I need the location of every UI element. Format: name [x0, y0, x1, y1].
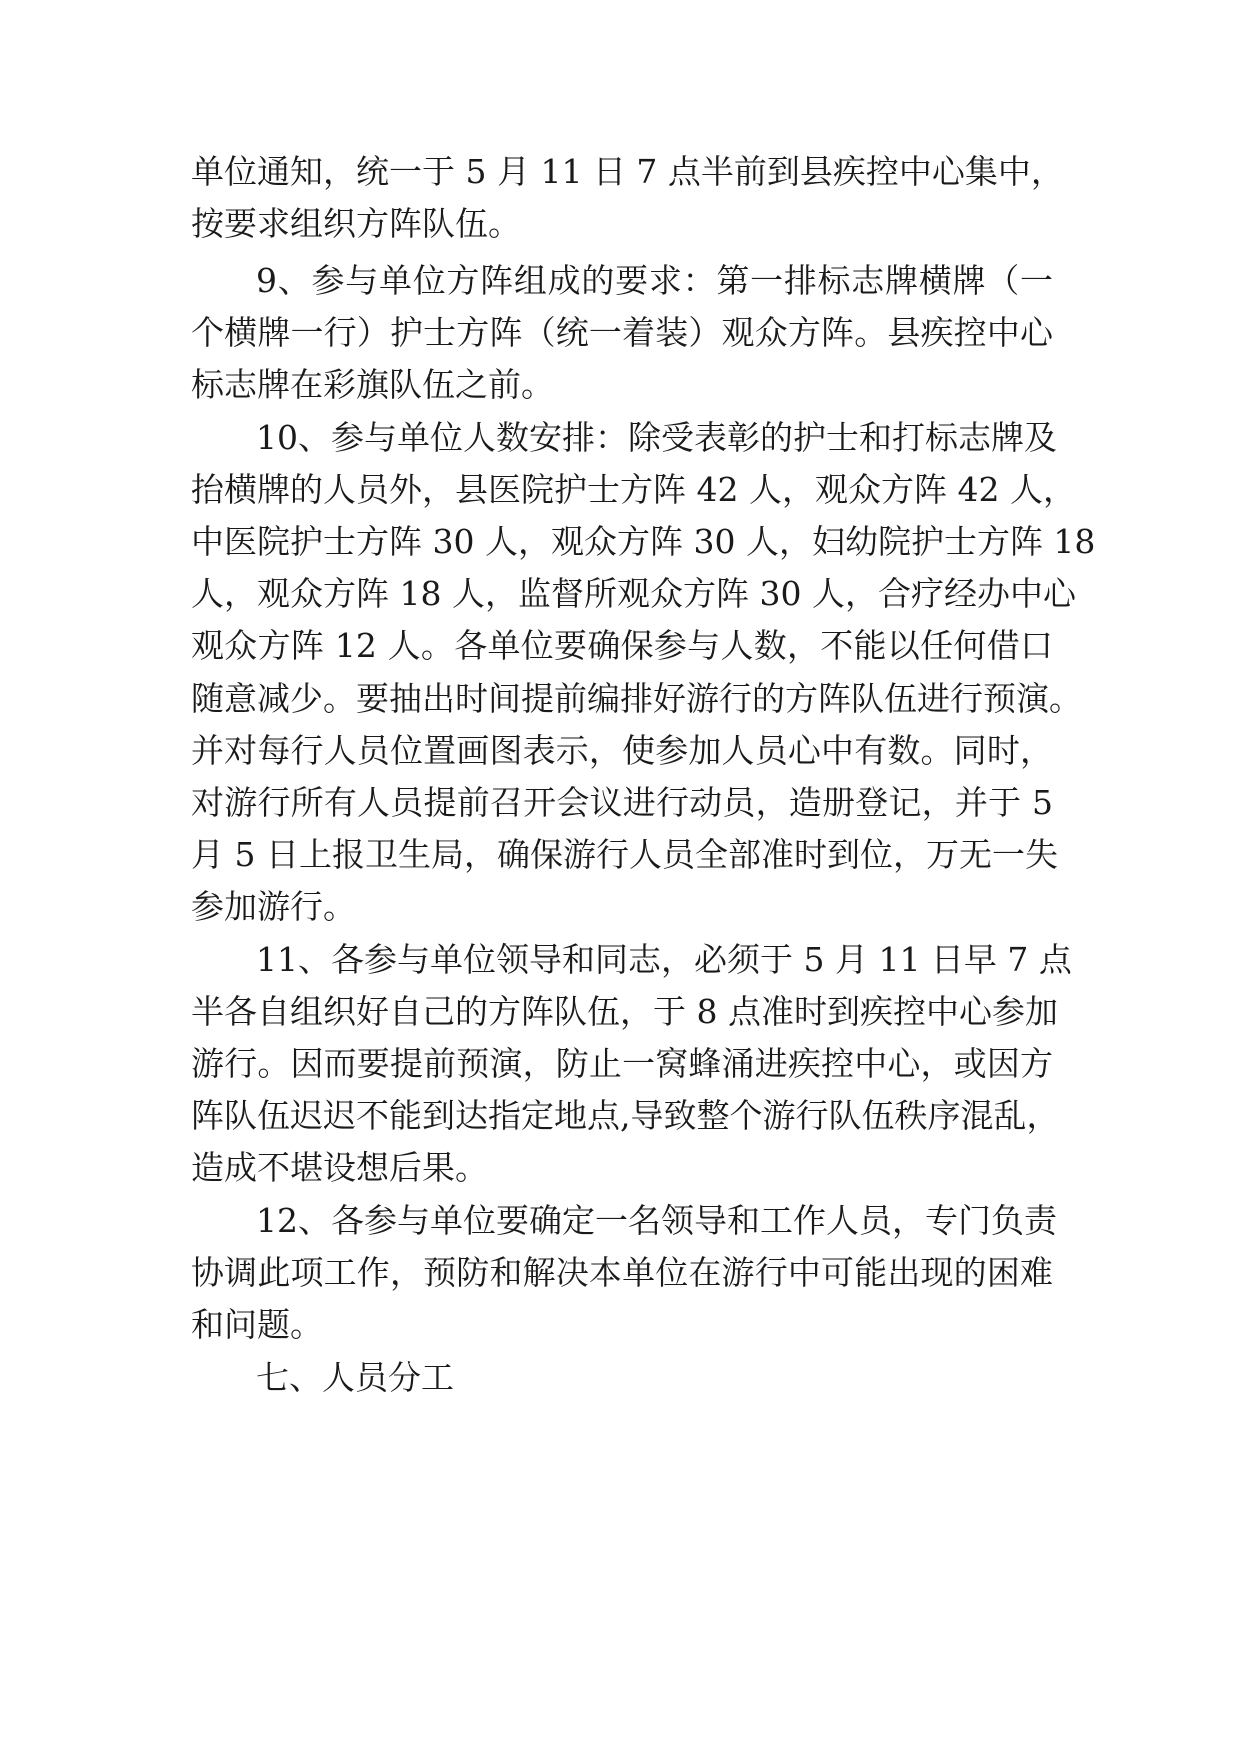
text-line: 标志牌在彩旗队伍之前。: [191, 365, 554, 404]
text-line: 人，观众方阵 18 人，监督所观众方阵 30 人，合疗经办中心: [191, 574, 1076, 613]
text-line: 对游行所有人员提前召开会议进行动员，造册登记，并于 5: [191, 783, 1053, 822]
paragraph-9-line: 9、参与单位方阵组成的要求：第一排标志牌横牌（一: [256, 261, 1053, 300]
text-line: 和问题。: [191, 1305, 323, 1344]
text-line: 抬横牌的人员外，县医院护士方阵 42 人，观众方阵 42 人，: [191, 470, 1076, 509]
text-line: 单位通知，统一于 5 月 11 日 7 点半前到县疾控中心集中，: [191, 152, 1064, 191]
text-line: 造成不堪设想后果。: [191, 1148, 488, 1187]
paragraph-12-line: 12、各参与单位要确定一名领导和工作人员，专门负责: [256, 1201, 1057, 1240]
text-line: 个横牌一行）护士方阵（统一着装）观众方阵。县疾控中心: [191, 313, 1053, 352]
text-line: 阵队伍迟迟不能到达指定地点,导致整个游行队伍秩序混乱，: [191, 1096, 1060, 1135]
text-line: 中医院护士方阵 30 人，观众方阵 30 人，妇幼院护士方阵 18: [191, 522, 1096, 561]
text-line: 随意减少。要抽出时间提前编排好游行的方阵队伍进行预演。: [191, 679, 1082, 718]
paragraph-10-line: 10、参与单位人数安排：除受表彰的护士和打标志牌及: [256, 418, 1057, 457]
section-heading: 七、人员分工: [256, 1358, 454, 1397]
paragraph-11-line: 11、各参与单位领导和同志，必须于 5 月 11 日早 7 点: [256, 940, 1072, 979]
text-line: 游行。因而要提前预演，防止一窝蜂涌进疾控中心，或因方: [191, 1044, 1053, 1083]
text-line: 参加游行。: [191, 887, 356, 926]
text-line: 观众方阵 12 人。各单位要确保参与人数，不能以任何借口: [191, 626, 1053, 665]
text-line: 并对每行人员位置画图表示，使参加人员心中有数。同时，: [191, 731, 1053, 770]
text-line: 按要求组织方阵队伍。: [191, 204, 521, 243]
text-line: 半各自组织好自己的方阵队伍，于 8 点准时到疾控中心参加: [191, 992, 1058, 1031]
text-line: 协调此项工作，预防和解决本单位在游行中可能出现的困难: [191, 1253, 1053, 1292]
text-line: 月 5 日上报卫生局，确保游行人员全部准时到位，万无一失: [191, 835, 1058, 874]
